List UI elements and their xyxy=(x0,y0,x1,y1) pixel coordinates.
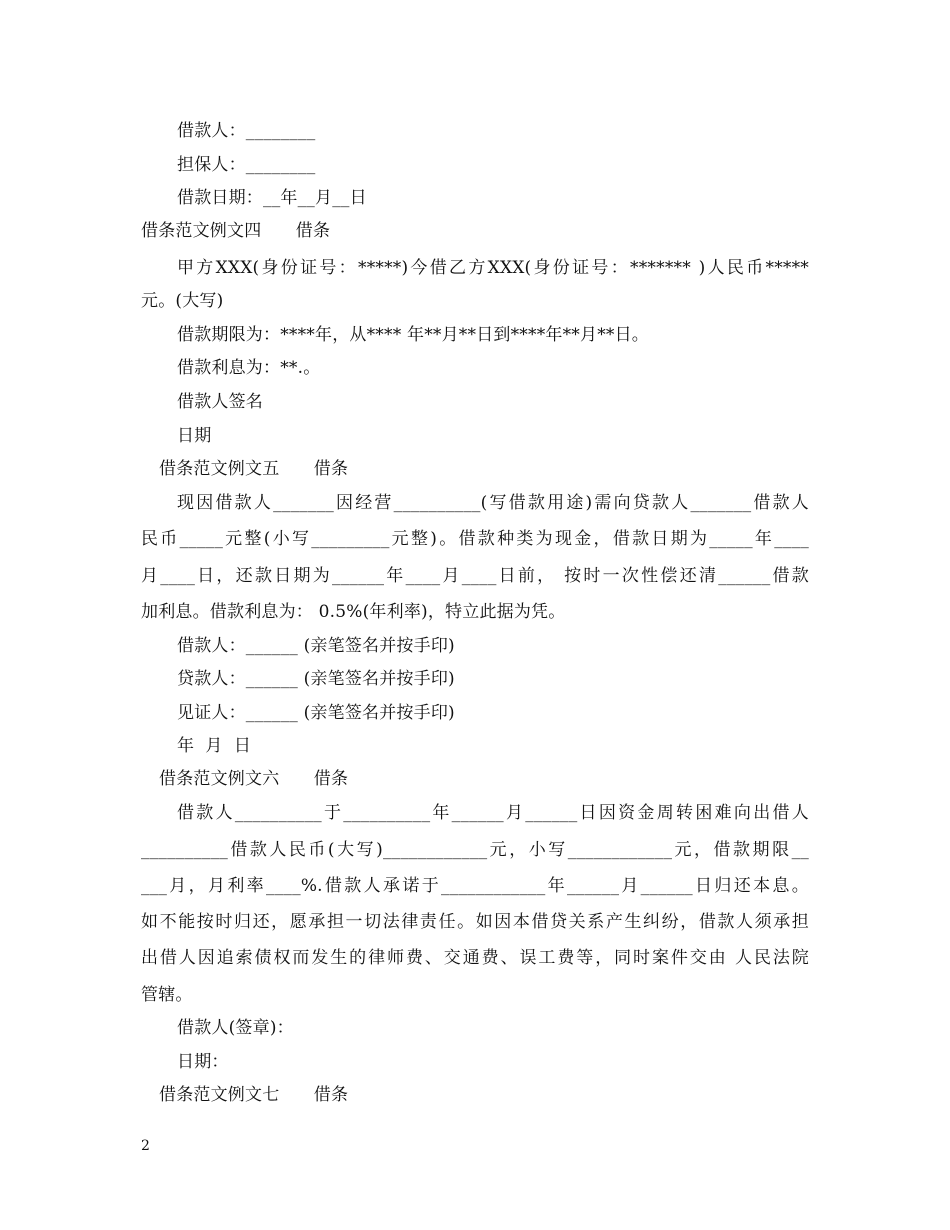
signature-line: 借款人签名 xyxy=(177,392,263,412)
date-line: 日期 xyxy=(177,426,212,446)
section-heading-5: 借条范文例文五 借条 xyxy=(159,459,349,479)
date-line: 日期： xyxy=(177,1052,229,1072)
body-line: 甲方XXX(身份证号：*****)今借乙方XXX(身份证号：******* )人民币***** xyxy=(177,258,809,278)
loan-term-line: 借款期限为：****年，从**** 年**月**日到****年**月**日。 xyxy=(177,325,650,345)
interest-line: 借款利息为：**.。 xyxy=(177,358,321,378)
date-line: 年 月 日 xyxy=(177,736,252,756)
body-line: 加利息。借款利息为： 0.5%(年利率)，特立此据为凭。 xyxy=(141,602,566,622)
body-line: 如不能按时归还，愿承担一切法律责任。如因本借贷关系产生纠纷，借款人须承担 xyxy=(141,912,809,932)
body-line: 借款人__________于__________年______月______日因资金周转困难向出借人 xyxy=(177,803,809,823)
body-line: 管辖。 xyxy=(141,985,193,1005)
guarantor-line: 担保人：________ xyxy=(177,155,316,175)
lender-sign-line: 贷款人：______ (亲笔签名并按手印) xyxy=(177,669,455,689)
page-number: 2 xyxy=(141,1138,150,1154)
body-line: 元。(大写) xyxy=(141,291,224,311)
witness-sign-line: 见证人：______ (亲笔签名并按手印) xyxy=(177,703,455,723)
body-line: 民币_____元整(小写_________元整)。借款种类为现金，借款日期为_____年____ xyxy=(141,529,809,549)
body-line: 月____日，还款日期为______年____月____日前， 按时一次性偿还清______借款 xyxy=(141,566,809,586)
section-heading-7: 借条范文例文七 借条 xyxy=(159,1085,349,1105)
section-heading-6: 借条范文例文六 借条 xyxy=(159,769,349,789)
section-heading-4: 借条范文例文四 借条 xyxy=(141,221,331,241)
borrower-line: 借款人：________ xyxy=(177,121,316,141)
body-line: 出借人因追索债权而发生的律师费、交通费、误工费等，同时案件交由 人民法院 xyxy=(141,948,809,968)
body-line: __________借款人民币(大写)____________元，小写____________元，借款期限__ xyxy=(141,840,809,860)
body-line: ___月，月利率____%.借款人承诺于____________年______月______日归还本息。 xyxy=(141,876,809,896)
loan-date-line: 借款日期：__年__月__日 xyxy=(177,188,367,208)
body-line: 现因借款人_______因经营__________(写借款用途)需向贷款人_______借款人 xyxy=(177,493,809,513)
borrower-sign-line: 借款人：______ (亲笔签名并按手印) xyxy=(177,636,455,656)
borrower-seal-line: 借款人(签章)： xyxy=(177,1018,294,1038)
